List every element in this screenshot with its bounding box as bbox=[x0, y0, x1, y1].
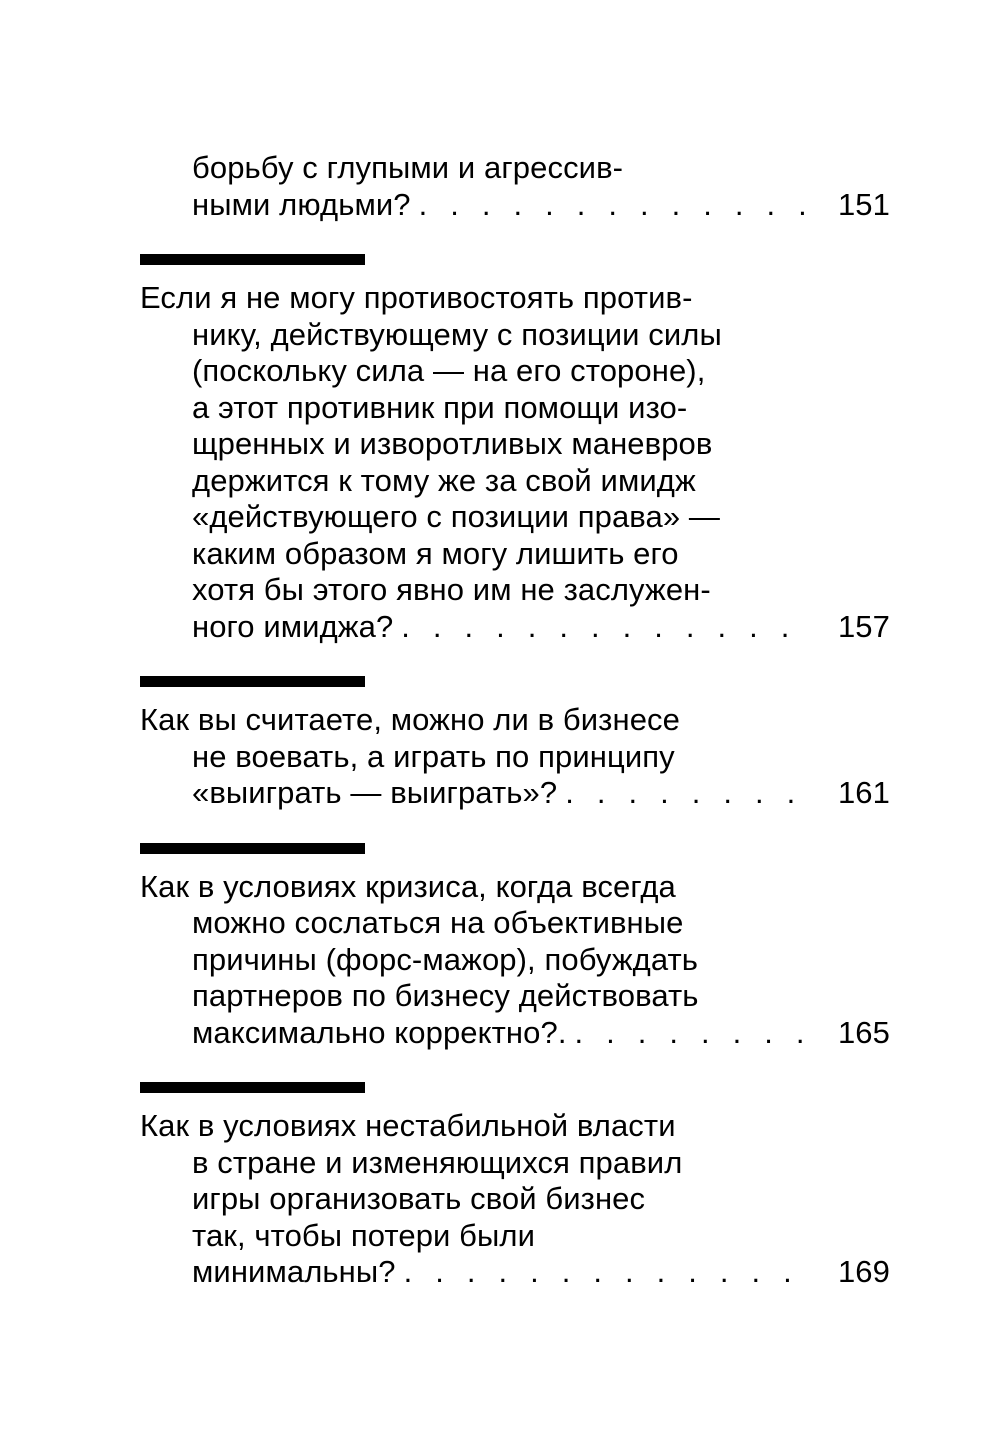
dot-leader bbox=[393, 609, 814, 646]
toc-entry-last-line bbox=[140, 609, 890, 646]
table-of-contents bbox=[140, 150, 890, 1291]
dot-leader bbox=[411, 187, 814, 224]
toc-entry-165[interactable] bbox=[140, 869, 890, 1052]
toc-entry-text-line: борьбу с глупыми и агрессив- bbox=[192, 150, 624, 185]
toc-entry-text-line: «действующего с позиции права» — bbox=[192, 499, 721, 534]
toc-entry-text-line: причины (форс-мажор), побуждать bbox=[192, 941, 699, 977]
toc-entry-text-line: ными людьми? bbox=[192, 186, 411, 222]
toc-entry-text-line: в стране и изменяющихся правил bbox=[192, 1144, 683, 1180]
toc-entry-157[interactable] bbox=[140, 280, 890, 645]
toc-entry-text-line: (поскольку сила — на его стороне), bbox=[192, 353, 706, 388]
dot-leader bbox=[567, 1015, 814, 1052]
toc-entry-last-line bbox=[140, 1015, 890, 1052]
toc-entry-text-line: минимальны? bbox=[192, 1254, 396, 1289]
toc-entry-text-line: можно сослаться на объективные bbox=[192, 905, 684, 940]
toc-entry-text-line: нику, действующему с позиции силы bbox=[192, 316, 722, 352]
toc-entry-text-line: игры организовать свой бизнес bbox=[192, 1181, 646, 1216]
toc-entry-text-line: держится к тому же за свой имидж bbox=[192, 462, 696, 498]
toc-entry-text-line: хотя бы этого явно им не заслужен- bbox=[192, 572, 711, 607]
toc-entry-first-line: Если я не могу противостоять против- bbox=[140, 280, 693, 315]
toc-entry-first-line: Как вы считаете, можно ли в бизнесе bbox=[140, 702, 680, 737]
toc-entry-text-line: максимально корректно?. bbox=[192, 1014, 567, 1050]
toc-entry-text-line: каким образом я могу лишить его bbox=[192, 535, 679, 571]
toc-entry-first-line: Как в условиях нестабильной власти bbox=[140, 1108, 676, 1143]
toc-entry-last-line bbox=[140, 187, 890, 224]
toc-entry-161[interactable] bbox=[140, 702, 890, 812]
section-divider-bar bbox=[140, 254, 365, 265]
page-number: 161 bbox=[837, 775, 890, 810]
toc-entry-text-line: ного имиджа? bbox=[192, 608, 394, 644]
toc-entry-text-line: щренных и изворотливых маневров bbox=[192, 426, 713, 461]
page-number: 157 bbox=[837, 608, 890, 644]
dot-leader bbox=[396, 1254, 814, 1291]
toc-entry-151[interactable] bbox=[140, 150, 890, 223]
page-number: 169 bbox=[837, 1254, 890, 1289]
page-number: 151 bbox=[837, 186, 890, 222]
toc-entry-text-line: не воевать, а играть по принципу bbox=[192, 738, 675, 774]
page-number: 165 bbox=[837, 1014, 890, 1050]
toc-entry-text-line: а этот противник при помощи изо- bbox=[192, 389, 688, 425]
toc-entry-first-line: Как в условиях кризиса, когда всегда bbox=[140, 868, 676, 904]
toc-entry-text-line: так, чтобы потери были bbox=[192, 1217, 536, 1253]
toc-entry-text-line: партнеров по бизнесу действовать bbox=[192, 978, 699, 1013]
toc-entry-last-line bbox=[140, 1254, 890, 1291]
section-divider-bar bbox=[140, 843, 365, 854]
section-divider-bar bbox=[140, 676, 365, 687]
toc-entry-169[interactable] bbox=[140, 1108, 890, 1291]
dot-leader bbox=[557, 775, 814, 812]
section-divider-bar bbox=[140, 1082, 365, 1093]
toc-entry-text-line: «выиграть — выиграть»? bbox=[192, 775, 558, 810]
toc-entry-last-line bbox=[140, 775, 890, 812]
